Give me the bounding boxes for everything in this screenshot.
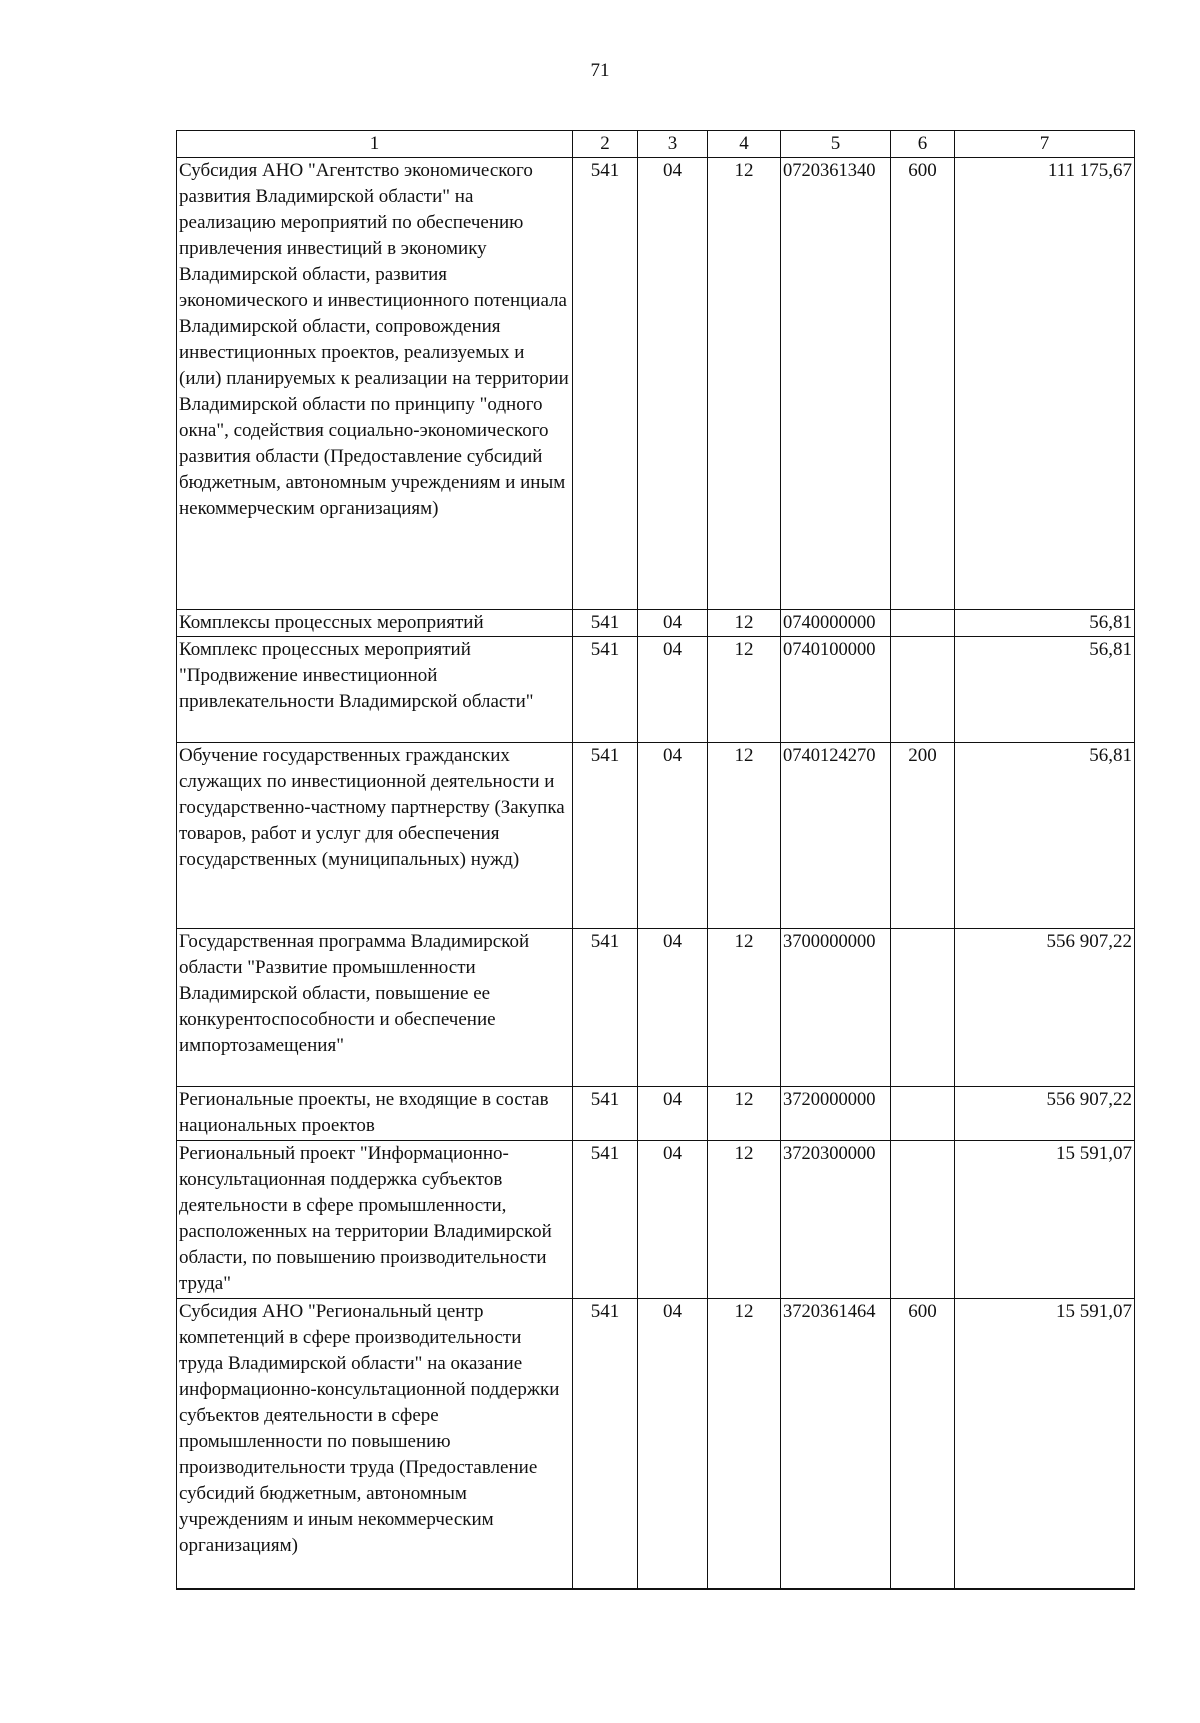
header-col-1: 1: [177, 131, 573, 158]
table-row: [177, 610, 1135, 637]
row-ministry: 541: [573, 743, 638, 929]
row-amount: 556 907,22: [955, 929, 1135, 1087]
row-subsection: 12: [708, 1087, 781, 1141]
row-expense-type: [891, 1087, 955, 1141]
row-ministry: 541: [573, 1299, 638, 1589]
row-name: Субсидия АНО "Региональный центр компетенций в сфере производительности труда Владимирской области" на оказание информационно-консультационной поддержки субъектов деятельности в сфере промышленности по повышению производительности труда (Предоставление субсидий бюджетным, автономным учреждениям и иным некоммерческим организациям): [177, 1299, 573, 1589]
row-name: Комплексы процессных мероприятий: [177, 610, 573, 637]
row-amount: 15 591,07: [955, 1299, 1135, 1589]
header-col-3: 3: [638, 131, 708, 158]
row-target: 3720000000: [781, 1087, 891, 1141]
table-row: [177, 1087, 1135, 1141]
row-section: 04: [638, 158, 708, 610]
row-section: 04: [638, 1141, 708, 1299]
row-section: 04: [638, 743, 708, 929]
header-col-5: 5: [781, 131, 891, 158]
row-ministry: 541: [573, 610, 638, 637]
row-target: 3720300000: [781, 1141, 891, 1299]
row-amount: 111 175,67: [955, 158, 1135, 610]
row-target: 0740100000: [781, 637, 891, 743]
row-ministry: 541: [573, 637, 638, 743]
table-row: [177, 637, 1135, 743]
row-amount: 15 591,07: [955, 1141, 1135, 1299]
row-subsection: 12: [708, 1141, 781, 1299]
row-name: Комплекс процессных мероприятий "Продвижение инвестиционной привлекательности Владимирской области": [177, 637, 573, 743]
row-subsection: 12: [708, 610, 781, 637]
header-col-6: 6: [891, 131, 955, 158]
row-amount: 556 907,22: [955, 1087, 1135, 1141]
row-target: 0720361340: [781, 158, 891, 610]
row-amount: 56,81: [955, 637, 1135, 743]
table-row: [177, 929, 1135, 1087]
row-subsection: 12: [708, 743, 781, 929]
budget-table: [176, 130, 1135, 1590]
table-row: [177, 1299, 1135, 1589]
row-name: Субсидия АНО "Агентство экономического развития Владимирской области" на реализацию мероприятий по обеспечению привлечения инвестиций в экономику Владимирской области, развития экономического и инвестиционного потенциала Владимирской области, сопровождения инвестиционных проектов, реализуемых и (или) планируемых к реализации на территории Владимирской области по принципу "одного окна", содействия социально-экономического развития области (Предоставление субсидий бюджетным, автономным учреждениям и иным некоммерческим организациям): [177, 158, 573, 610]
row-ministry: 541: [573, 1141, 638, 1299]
page-number: 71: [590, 60, 610, 81]
row-name: Региональный проект "Информационно-консультационная поддержка субъектов деятельности в сфере промышленности, расположенных на территории Владимирской области, по повышению производительности труда": [177, 1141, 573, 1299]
header-col-4: 4: [708, 131, 781, 158]
row-section: 04: [638, 929, 708, 1087]
row-expense-type: [891, 637, 955, 743]
table-row: [177, 158, 1135, 610]
row-section: 04: [638, 1087, 708, 1141]
row-target: 3700000000: [781, 929, 891, 1087]
row-section: 04: [638, 1299, 708, 1589]
row-ministry: 541: [573, 158, 638, 610]
row-amount: 56,81: [955, 743, 1135, 929]
row-ministry: 541: [573, 929, 638, 1087]
row-section: 04: [638, 637, 708, 743]
row-expense-type: [891, 1141, 955, 1299]
row-section: 04: [638, 610, 708, 637]
row-subsection: 12: [708, 929, 781, 1087]
table-row: [177, 743, 1135, 929]
row-amount: 56,81: [955, 610, 1135, 637]
row-expense-type: 600: [891, 158, 955, 610]
header-col-7: 7: [955, 131, 1135, 158]
header-col-2: 2: [573, 131, 638, 158]
row-expense-type: [891, 929, 955, 1087]
row-target: 0740000000: [781, 610, 891, 637]
row-name: Обучение государственных гражданских служащих по инвестиционной деятельности и государственно-частному партнерству (Закупка товаров, работ и услуг для обеспечения государственных (муниципальных) нужд): [177, 743, 573, 929]
header-row: [177, 131, 1135, 158]
row-expense-type: [891, 610, 955, 637]
row-name: Государственная программа Владимирской области "Развитие промышленности Владимирской области, повышение ее конкурентоспособности и обеспечение импортозамещения": [177, 929, 573, 1087]
row-subsection: 12: [708, 158, 781, 610]
row-expense-type: 600: [891, 1299, 955, 1589]
row-subsection: 12: [708, 1299, 781, 1589]
row-target: 0740124270: [781, 743, 891, 929]
row-ministry: 541: [573, 1087, 638, 1141]
row-expense-type: 200: [891, 743, 955, 929]
row-target: 3720361464: [781, 1299, 891, 1589]
row-name: Региональные проекты, не входящие в состав национальных проектов: [177, 1087, 573, 1141]
row-subsection: 12: [708, 637, 781, 743]
table-row: [177, 1141, 1135, 1299]
